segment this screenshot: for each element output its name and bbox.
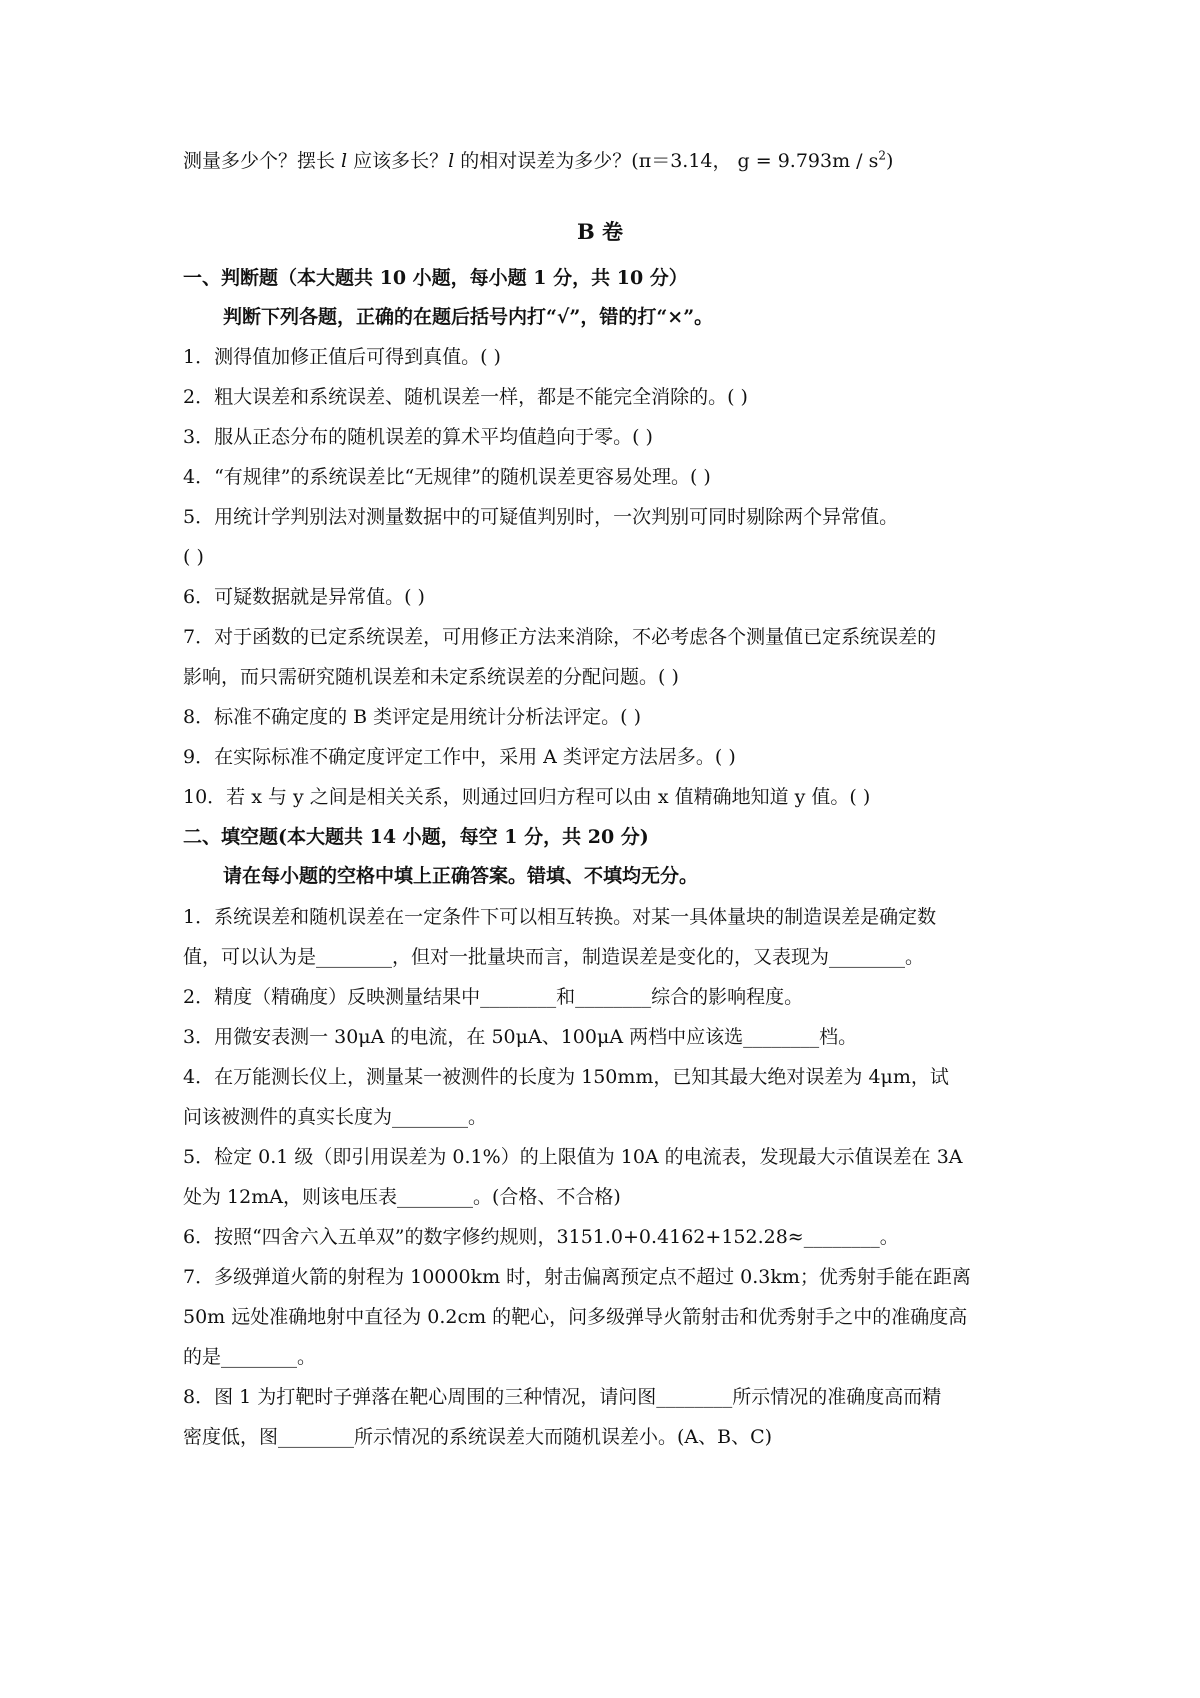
fill-item-2: 2．精度（精确度）反映测量结果中________和________综合的影响程度。	[183, 986, 804, 1008]
fill-item-7: 7．多级弹道火箭的射程为 10000km 时，射击偏离预定点不超过 0.3km；优秀射手能在距离	[183, 1266, 971, 1288]
judge-item-5: 5．用统计学判别法对测量数据中的可疑值判别时，一次判别可同时剔除两个异常值。	[183, 506, 899, 528]
fill-item-4-cont: 问该被测件的真实长度为________。	[183, 1106, 488, 1128]
fill-item-5: 5．检定 0.1 级（即引用误差为 0.1%）的上限值为 10A 的电流表，发现最大示值误差在 3A	[183, 1146, 963, 1168]
intro-var-l-2: l	[448, 150, 455, 172]
fill-item-8-cont: 密度低，图________所示情况的系统误差大而随机误差小。(A、B、C)	[183, 1426, 773, 1448]
section-title: B 卷	[576, 219, 624, 244]
fill-item-1: 1．系统误差和随机误差在一定条件下可以相互转换。对某一具体量块的制造误差是确定数	[183, 906, 937, 928]
judge-item-9: 9．在实际标准不确定度评定工作中，采用 A 类评定方法居多。( )	[183, 746, 736, 768]
part1-instruction: 判断下列各题，正确的在题后括号内打“√”，错的打“×”。	[223, 306, 714, 328]
intro-var-l-1: l	[341, 150, 348, 172]
fill-item-4: 4．在万能测长仪上，测量某一被测件的长度为 150mm，已知其最大绝对误差为 4μm，试	[183, 1066, 949, 1088]
intro-exponent: 2	[878, 148, 886, 163]
fill-item-5-cont: 处为 12mA，则该电压表________。(合格、不合格)	[183, 1186, 621, 1208]
judge-item-7-cont: 影响，而只需研究随机误差和未定系统误差的分配问题。( )	[183, 666, 679, 688]
fill-item-3: 3．用微安表测一 30μA 的电流，在 50μA、100μA 两档中应该选________档。	[183, 1026, 858, 1048]
judge-item-3: 3．服从正态分布的随机误差的算术平均值趋向于零。( )	[183, 426, 653, 448]
intro-text-1: 测量多少个？摆长	[183, 150, 342, 172]
part2-instruction: 请在每小题的空格中填上正确答案。错填、不填均无分。	[223, 865, 699, 887]
judge-item-6: 6．可疑数据就是异常值。( )	[183, 586, 425, 608]
intro-text-4: )	[885, 150, 894, 172]
judge-item-1: 1．测得值加修正值后可得到真值。( )	[183, 346, 501, 368]
judge-item-5-answer: ( )	[183, 546, 204, 568]
fill-item-7-cont: 50m 远处准确地射中直径为 0.2cm 的靶心，问多级弹导火箭射击和优秀射手之中的准确度高	[183, 1306, 968, 1328]
judge-item-4: 4．“有规律”的系统误差比“无规律”的随机误差更容易处理。( )	[183, 466, 711, 488]
intro-line	[183, 147, 1033, 175]
part2-heading: 二、填空题(本大题共 14 小题，每空 1 分，共 20 分)	[183, 826, 649, 848]
fill-item-6: 6．按照“四舍六入五单双”的数字修约规则，3151.0+0.4162+152.28≈________。	[183, 1226, 899, 1248]
judge-item-8: 8．标准不确定度的 B 类评定是用统计分析法评定。( )	[183, 706, 641, 728]
judge-item-2: 2．粗大误差和系统误差、随机误差一样，都是不能完全消除的。( )	[183, 386, 748, 408]
fill-item-7-end: 的是________。	[183, 1346, 317, 1368]
intro-text-2: 应该多长？	[347, 150, 449, 172]
part1-heading: 一、判断题（本大题共 10 小题，每小题 1 分，共 10 分）	[183, 267, 688, 289]
judge-item-10: 10．若 x 与 y 之间是相关关系，则通过回归方程可以由 x 值精确地知道 y 值。( )	[183, 786, 871, 808]
intro-text-3: 的相对误差为多少？(π＝3.14， g = 9.793m / s	[454, 150, 879, 172]
fill-item-1-cont: 值，可以认为是________，但对一批量块而言，制造误差是变化的，又表现为________。	[183, 946, 925, 968]
fill-item-8: 8．图 1 为打靶时子弹落在靶心周围的三种情况，请问图________所示情况的准确度高而精	[183, 1386, 942, 1408]
judge-item-7: 7．对于函数的已定系统误差，可用修正方法来消除，不必考虑各个测量值已定系统误差的	[183, 626, 937, 648]
